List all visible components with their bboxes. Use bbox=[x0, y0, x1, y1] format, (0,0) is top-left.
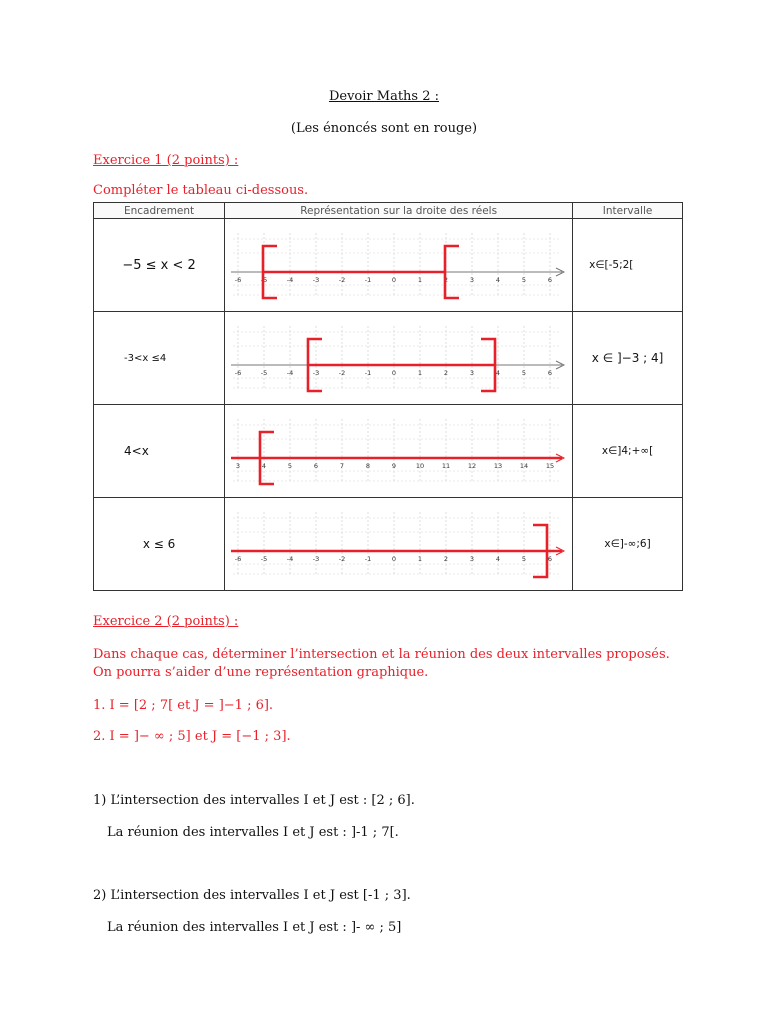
tick-label: 4 bbox=[496, 555, 501, 563]
exercise-2-heading: Exercice 2 (2 points) : bbox=[93, 614, 239, 629]
col-header-representation: Représentation sur la droite des réels bbox=[225, 203, 573, 219]
tick-label: -2 bbox=[338, 369, 346, 377]
table-row bbox=[94, 498, 683, 591]
framing-cell: 4<x bbox=[94, 405, 225, 498]
tick-label: 0 bbox=[392, 276, 397, 284]
number-line-cell bbox=[225, 312, 573, 405]
tick-label: -6 bbox=[234, 555, 242, 563]
number-line-graph bbox=[225, 498, 572, 590]
col-header-interval: Intervalle bbox=[573, 203, 683, 219]
tick-label: -3 bbox=[312, 555, 320, 563]
tick-label: -5 bbox=[260, 369, 268, 377]
tick-label: 1 bbox=[418, 555, 423, 563]
tick-label: 10 bbox=[416, 462, 425, 470]
tick-label: 2 bbox=[444, 369, 449, 377]
tick-label: 0 bbox=[392, 555, 397, 563]
tick-label: 9 bbox=[392, 462, 397, 470]
tick-label: -5 bbox=[260, 555, 268, 563]
tick-label: 5 bbox=[522, 369, 527, 377]
table-row bbox=[94, 219, 683, 312]
tick-label: 0 bbox=[392, 369, 397, 377]
tick-label: 15 bbox=[546, 462, 555, 470]
tick-label: -1 bbox=[364, 276, 372, 284]
tick-label: 3 bbox=[236, 462, 241, 470]
tick-label: 3 bbox=[470, 555, 475, 563]
framing-cell: -3<x ≤4 bbox=[94, 312, 225, 405]
tick-label: 1 bbox=[418, 369, 423, 377]
col-header-framing: Encadrement bbox=[94, 203, 225, 219]
tick-label: 13 bbox=[494, 462, 503, 470]
number-line-cell bbox=[225, 219, 573, 312]
table-header-row bbox=[94, 203, 683, 219]
tick-label: 5 bbox=[522, 555, 527, 563]
tick-label: 5 bbox=[288, 462, 293, 470]
tick-label: 4 bbox=[262, 462, 267, 470]
answer-1-union: La réunion des intervalles I et J est : ]-1 ; 7[. bbox=[107, 825, 399, 840]
page-subtitle: (Les énoncés sont en rouge) bbox=[290, 121, 478, 136]
tick-label: 6 bbox=[548, 276, 553, 284]
tick-label: 6 bbox=[548, 555, 553, 563]
exercise-2-question-1: 1. I = [2 ; 7[ et J = ]−1 ; 6]. bbox=[93, 698, 274, 713]
tick-label: 5 bbox=[522, 276, 527, 284]
tick-label: -2 bbox=[338, 555, 346, 563]
number-line-graph bbox=[225, 312, 572, 404]
framing-cell: x ≤ 6 bbox=[94, 498, 225, 591]
table-row bbox=[94, 312, 683, 405]
tick-label: 6 bbox=[314, 462, 319, 470]
tick-label: -4 bbox=[286, 369, 294, 377]
tick-label: 8 bbox=[366, 462, 371, 470]
tick-label: 7 bbox=[340, 462, 345, 470]
exercise-2-question-2: 2. I = ]− ∞ ; 5] et J = [−1 ; 3]. bbox=[93, 729, 291, 744]
tick-label: -6 bbox=[234, 276, 242, 284]
tick-label: -2 bbox=[338, 276, 346, 284]
exercise-1-heading: Exercice 1 (2 points) : bbox=[93, 153, 239, 168]
interval-cell: x∈]-∞;6] bbox=[573, 498, 683, 591]
tick-label: 4 bbox=[496, 369, 501, 377]
intervals-table bbox=[93, 202, 683, 591]
exercise-2-instruction-line-1: Dans chaque cas, déterminer l’intersection et la réunion des deux intervalles proposés. bbox=[93, 647, 670, 662]
tick-label: -1 bbox=[364, 555, 372, 563]
tick-label: -3 bbox=[312, 369, 320, 377]
interval-cell: x ∈ ]−3 ; 4] bbox=[573, 312, 683, 405]
number-line-graph bbox=[225, 219, 572, 311]
tick-label: 2 bbox=[444, 555, 449, 563]
number-line-graph bbox=[225, 405, 572, 497]
answer-2-intersection: 2) L’intersection des intervalles I et J est [-1 ; 3]. bbox=[93, 888, 411, 903]
tick-label: 14 bbox=[520, 462, 529, 470]
exercise-1-instruction: Compléter le tableau ci-dessous. bbox=[93, 183, 309, 198]
tick-label: 3 bbox=[470, 369, 475, 377]
answer-1-intersection: 1) L’intersection des intervalles I et J est : [2 ; 6]. bbox=[93, 793, 415, 808]
tick-label: 4 bbox=[496, 276, 501, 284]
tick-label: 6 bbox=[548, 369, 553, 377]
framing-cell: −5 ≤ x < 2 bbox=[94, 219, 225, 312]
tick-label: 2 bbox=[444, 276, 449, 284]
tick-label: 1 bbox=[418, 276, 423, 284]
number-line-cell bbox=[225, 498, 573, 591]
tick-label: -1 bbox=[364, 369, 372, 377]
number-line-cell bbox=[225, 405, 573, 498]
answer-2-union: La réunion des intervalles I et J est : ]- ∞ ; 5] bbox=[107, 920, 402, 935]
tick-label: 11 bbox=[442, 462, 451, 470]
tick-label: -4 bbox=[286, 276, 294, 284]
page-title: Devoir Maths 2 : bbox=[328, 89, 440, 104]
tick-label: -4 bbox=[286, 555, 294, 563]
exercise-2-instruction-line-2: On pourra s’aider d’une représentation graphique. bbox=[93, 665, 429, 680]
tick-label: -6 bbox=[234, 369, 242, 377]
interval-cell: x∈[-5;2[ bbox=[573, 219, 683, 312]
tick-label: 12 bbox=[468, 462, 477, 470]
table-row bbox=[94, 405, 683, 498]
tick-label: -5 bbox=[260, 276, 268, 284]
interval-cell: x∈]4;+∞[ bbox=[573, 405, 683, 498]
tick-label: 3 bbox=[470, 276, 475, 284]
tick-label: -3 bbox=[312, 276, 320, 284]
